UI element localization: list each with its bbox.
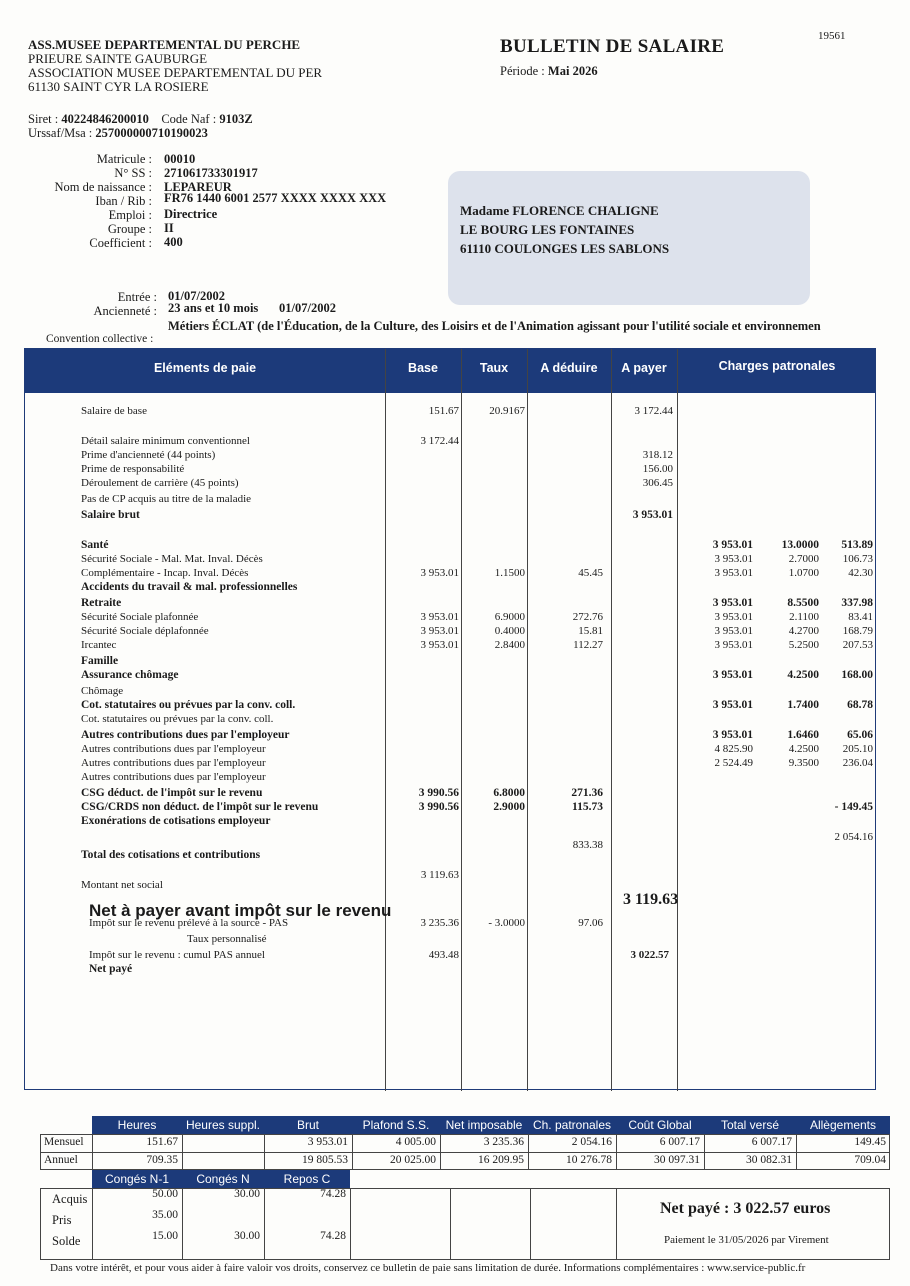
table-row xyxy=(25,815,877,829)
summary-cell: 709.35 xyxy=(146,1154,178,1166)
row-charges-taux: 9.3500 xyxy=(788,757,819,769)
iban-value: FR76 1440 6001 2577 XXXX XXXX XXX xyxy=(164,191,387,205)
siret-value: 40224846200010 xyxy=(61,112,149,126)
row-payer: 3 172.44 xyxy=(634,405,673,417)
table-row xyxy=(25,849,877,863)
period xyxy=(500,64,598,79)
table-row xyxy=(25,757,877,771)
summary-header: Allègements xyxy=(809,1118,877,1132)
anciennete-label: Ancienneté : xyxy=(93,304,157,318)
employer-line2: PRIEURE SAINTE GAUBURGE xyxy=(28,51,208,66)
table-row xyxy=(25,771,877,785)
row-charges-base: 2 524.49 xyxy=(714,757,753,769)
summary-header: Brut xyxy=(296,1118,319,1132)
conges-row-label: Pris xyxy=(52,1213,72,1227)
table-row xyxy=(25,597,877,611)
urssaf-value: 257000000710190023 xyxy=(95,126,208,140)
row-label: Salaire brut xyxy=(81,509,140,521)
summary-cell: 149.45 xyxy=(854,1136,886,1148)
table-row xyxy=(25,611,877,625)
emploi-label: Emploi : xyxy=(108,208,152,222)
conges-cell: 50.00 xyxy=(152,1188,178,1200)
row-charges-taux: 8.5500 xyxy=(787,597,819,609)
col-deduire-header: A déduire xyxy=(540,361,598,375)
groupe-label: Groupe : xyxy=(107,222,152,236)
row-base: 3 990.56 xyxy=(418,787,459,799)
groupe-value: II xyxy=(164,221,174,235)
table-row xyxy=(25,509,877,523)
table-row xyxy=(25,553,877,567)
row-charges-montant: 168.79 xyxy=(842,625,873,637)
table-row xyxy=(25,625,877,639)
row-label: Taux personnalisé xyxy=(187,933,267,945)
row-label: Retraite xyxy=(81,597,122,609)
recipient-line2: LE BOURG LES FONTAINES xyxy=(460,222,635,237)
row-base: 3 953.01 xyxy=(420,611,459,623)
summary-cell: 10 276.78 xyxy=(566,1154,612,1166)
row-label: Cot. statutaires ou prévues par la conv. coll. xyxy=(81,699,296,711)
row-charges-base: 3 953.01 xyxy=(712,597,753,609)
pas-row xyxy=(25,949,877,963)
emploi-value: Directrice xyxy=(164,207,218,221)
row-charges-taux: 4.2500 xyxy=(787,669,819,681)
table-row xyxy=(25,405,877,419)
iban-label: Iban / Rib : xyxy=(95,194,152,208)
row-charges-base: 3 953.01 xyxy=(712,539,753,551)
urssaf-line xyxy=(28,126,253,140)
table-row xyxy=(25,743,877,757)
net-paye-final: Net payé : 3 022.57 euros xyxy=(660,1200,831,1217)
row-label: Prime de responsabilité xyxy=(81,463,185,475)
convention-label: Convention collective : xyxy=(46,333,154,345)
row-label: Total des cotisations et contributions xyxy=(81,849,261,861)
row-charges-base: 3 953.01 xyxy=(714,553,753,565)
row-charges-base: 3 953.01 xyxy=(712,699,753,711)
conges-cell: 30.00 xyxy=(234,1188,260,1200)
row-payer: 306.45 xyxy=(642,477,673,489)
birthname-value: LEPAREUR xyxy=(164,180,232,194)
row-taux: 0.4000 xyxy=(494,625,525,637)
summary-cell: 30 082.31 xyxy=(746,1154,792,1166)
row-charges-taux: 1.7400 xyxy=(787,699,819,711)
row-label: Pas de CP acquis au titre de la maladie xyxy=(81,493,252,505)
row-label: Déroulement de carrière (45 points) xyxy=(81,477,239,489)
row-label: Santé xyxy=(81,539,109,551)
table-row xyxy=(25,669,877,683)
naf-label: Code Naf : xyxy=(161,112,217,126)
recipient-line3: 61110 COULONGES LES SABLONS xyxy=(460,241,670,256)
row-charges-montant: 42.30 xyxy=(848,567,873,579)
row-charges-montant: 513.89 xyxy=(841,539,873,551)
convention-value: Métiers ÉCLAT (de l'Éducation, de la Culture, des Loisirs et de l'Animation agissant pour l'utilité sociale et environnemen xyxy=(168,319,821,333)
pas-row xyxy=(25,917,877,931)
row-deduire: 45.45 xyxy=(578,567,603,579)
conges-col-divider xyxy=(350,1188,351,1260)
net-before-tax-label: Net à payer avant impôt sur le revenu xyxy=(89,901,392,920)
row-taux: 2.9000 xyxy=(493,801,525,813)
row-label: CSG/CRDS non déduct. de l'impôt sur le revenu xyxy=(81,801,319,813)
conges-cell: 15.00 xyxy=(152,1230,178,1242)
conges-col-divider xyxy=(182,1188,183,1260)
table-row xyxy=(25,493,877,507)
row-taux: 6.9000 xyxy=(494,611,525,623)
period-label: Période : xyxy=(500,64,545,78)
conges-col-divider xyxy=(450,1188,451,1260)
summary-header: Net imposable xyxy=(445,1118,523,1132)
row-label: Ircantec xyxy=(81,639,117,651)
pas-row xyxy=(25,963,877,977)
row-base: 493.48 xyxy=(428,949,459,961)
anciennete-date: 01/07/2002 xyxy=(279,301,336,315)
row-charges-montant: 83.41 xyxy=(848,611,873,623)
row-label: Cot. statutaires ou prévues par la conv. coll. xyxy=(81,713,274,725)
page-title: BULLETIN DE SALAIRE xyxy=(500,36,725,57)
ss-value: 271061733301917 xyxy=(164,166,258,180)
row-taux: 1.1500 xyxy=(494,567,525,579)
row-deduire: 271.36 xyxy=(571,787,603,799)
row-base: 3 953.01 xyxy=(420,639,459,651)
summary-cell: 709.04 xyxy=(854,1154,886,1166)
net-before-tax-value: 3 119.63 xyxy=(623,891,679,908)
row-base: 3 235.36 xyxy=(420,917,459,929)
table-row xyxy=(25,787,877,801)
summary-cell: 6 007.17 xyxy=(751,1136,792,1148)
row-charges-taux: 5.2500 xyxy=(788,639,819,651)
row-label: Accidents du travail & mal. professionnelles xyxy=(81,581,298,593)
row-deduire: 15.81 xyxy=(578,625,603,637)
conges-header: Congés N-1 xyxy=(104,1172,170,1186)
employer-block xyxy=(28,38,322,94)
row-base: 3 172.44 xyxy=(420,435,459,447)
row-label: Autres contributions dues par l'employeur xyxy=(81,729,290,741)
table-row xyxy=(25,655,877,669)
employer-ids xyxy=(28,112,253,140)
row-charges-montant: 337.98 xyxy=(841,597,873,609)
table-row xyxy=(25,581,877,595)
row-charges-taux: 1.6460 xyxy=(787,729,819,741)
matricule-label: Matricule : xyxy=(96,152,152,166)
row-charges-montant: 106.73 xyxy=(842,553,873,565)
employer-line3: ASSOCIATION MUSEE DEPARTEMENTAL DU PER xyxy=(28,65,323,80)
row-charges-montant: 236.04 xyxy=(842,757,873,769)
row-charges-montant: 207.53 xyxy=(842,639,873,651)
conges-col-divider xyxy=(264,1188,265,1260)
table-row xyxy=(25,685,877,699)
row-charges-taux: 1.0700 xyxy=(788,567,819,579)
row-deduire: 272.76 xyxy=(572,611,603,623)
anciennete-value: 23 ans et 10 mois xyxy=(168,301,259,315)
row-charges-taux: 4.2700 xyxy=(788,625,819,637)
row-label: Complémentaire - Incap. Inval. Décès xyxy=(81,567,249,579)
summary-row-label: Mensuel xyxy=(44,1136,84,1148)
table-row xyxy=(25,539,877,553)
row-charges-base: 3 953.01 xyxy=(714,611,753,623)
table-row xyxy=(25,801,877,815)
row-payer: 3 953.01 xyxy=(632,509,673,521)
row-label: Salaire de base xyxy=(81,405,147,417)
col-base-header: Base xyxy=(408,361,438,375)
row-taux: 20.9167 xyxy=(489,405,525,417)
row-label: Sécurité Sociale - Mal. Mat. Inval. Décès xyxy=(81,553,263,565)
row-label: Autres contributions dues par l'employeur xyxy=(81,743,266,755)
row-deduire: 115.73 xyxy=(572,801,603,813)
siret-label: Siret : xyxy=(28,112,59,126)
table-header xyxy=(25,349,875,393)
row-taux: 6.8000 xyxy=(493,787,525,799)
table-row xyxy=(25,449,877,463)
row-label: Chômage xyxy=(81,685,124,697)
row-label: CSG déduct. de l'impôt sur le revenu xyxy=(81,787,263,799)
table-row xyxy=(25,639,877,653)
birthname-label: Nom de naissance : xyxy=(54,180,152,194)
row-label: Net payé xyxy=(89,963,133,975)
row-taux: - 3.0000 xyxy=(488,917,525,929)
coef-value: 400 xyxy=(164,235,183,249)
conges-row-label: Acquis xyxy=(52,1192,88,1206)
row-charges-taux: 4.2500 xyxy=(788,743,819,755)
summary-header: Heures xyxy=(117,1118,157,1132)
recipient-line1: Madame FLORENCE CHALIGNE xyxy=(460,203,659,218)
recipient-address xyxy=(448,171,810,305)
row-charges-montant: 168.00 xyxy=(841,669,873,681)
row-charges-taux: 2.7000 xyxy=(788,553,819,565)
row-label: Assurance chômage xyxy=(81,669,179,681)
row-payer: 156.00 xyxy=(642,463,673,475)
summary-cell: 16 209.95 xyxy=(478,1154,524,1166)
row-payer: 318.12 xyxy=(642,449,673,461)
row-base: 3 953.01 xyxy=(420,625,459,637)
col-charges-header: Charges patronales xyxy=(718,359,836,373)
col-payer-header: A payer xyxy=(621,361,667,375)
naf-value: 9103Z xyxy=(219,112,253,126)
conges-col-divider xyxy=(616,1188,617,1260)
row-charges-montant: 65.06 xyxy=(847,729,873,741)
table-row xyxy=(25,463,877,477)
conges-col-divider xyxy=(92,1188,93,1260)
row-label: Sécurité Sociale déplafonnée xyxy=(81,625,209,637)
conges-cell: 30.00 xyxy=(234,1230,260,1242)
disclaimer: Dans votre intérêt, et pour vous aider à faire valoir vos droits, conservez ce bulletin de paie sans limitation de durée. Informations complémentaires : www.service-public.fr xyxy=(50,1262,806,1274)
row-charges-base: 3 953.01 xyxy=(712,669,753,681)
row-charges-base: 3 953.01 xyxy=(714,567,753,579)
row-label: Impôt sur le revenu : cumul PAS annuel xyxy=(89,949,265,961)
summary-cell: 6 007.17 xyxy=(659,1136,700,1148)
table-row xyxy=(25,729,877,743)
conges-cell: 74.28 xyxy=(320,1188,346,1200)
row-deduire: 112.27 xyxy=(573,639,603,651)
summary-cell: 3 953.01 xyxy=(307,1136,348,1148)
row-label: Montant net social xyxy=(81,879,163,891)
col-taux-header: Taux xyxy=(479,361,509,375)
table-row xyxy=(25,435,877,449)
col-elements-header: Eléments de paie xyxy=(153,361,257,375)
table-row xyxy=(25,699,877,713)
row-payer: 3 022.57 xyxy=(630,949,669,961)
row-taux: 2.8400 xyxy=(494,639,525,651)
row-label: Autres contributions dues par l'employeur xyxy=(81,771,266,783)
summary-cell: 30 097.31 xyxy=(654,1154,700,1166)
entree-value: 01/07/2002 xyxy=(168,289,225,303)
summary-row-divider xyxy=(40,1152,890,1153)
conges-col-divider xyxy=(530,1188,531,1260)
matricule-value: 00010 xyxy=(164,152,196,166)
conges-cell: 74.28 xyxy=(320,1230,346,1242)
payment-note: Paiement le 31/05/2026 par Virement xyxy=(664,1234,829,1246)
row-base: 3 119.63 xyxy=(420,869,459,881)
summary-cell: 4 005.00 xyxy=(395,1136,436,1148)
summary-header: Coût Global xyxy=(628,1118,692,1132)
table-row xyxy=(25,567,877,581)
row-charges-montant: 2 054.16 xyxy=(834,831,873,843)
entree-label: Entrée : xyxy=(117,290,157,304)
summary-cell: 20 025.00 xyxy=(390,1154,436,1166)
summary-header: Heures suppl. xyxy=(185,1118,261,1132)
employer-name: ASS.MUSEE DEPARTEMENTAL DU PERCHE xyxy=(28,37,301,52)
row-label: Exonérations de cotisations employeur xyxy=(81,815,271,827)
conges-row-label: Solde xyxy=(52,1234,81,1248)
row-base: 3 990.56 xyxy=(418,801,459,813)
row-deduire: 833.38 xyxy=(572,839,603,851)
row-label: Prime d'ancienneté (44 points) xyxy=(81,449,216,461)
pas-row xyxy=(25,933,877,947)
urssaf-label: Urssaf/Msa : xyxy=(28,126,93,140)
row-deduire: 97.06 xyxy=(578,917,603,929)
row-charges-montant: - 149.45 xyxy=(834,801,873,813)
row-charges-taux: 2.1100 xyxy=(789,611,819,623)
summary-cell: 2 054.16 xyxy=(571,1136,612,1148)
payslip-table xyxy=(24,348,876,1090)
row-charges-taux: 13.0000 xyxy=(781,539,819,551)
summary-row-label: Annuel xyxy=(44,1154,78,1166)
employer-line4: 61130 SAINT CYR LA ROSIERE xyxy=(28,79,209,94)
conges-header: Congés N xyxy=(196,1172,250,1186)
row-label: Autres contributions dues par l'employeur xyxy=(81,757,266,769)
row-charges-base: 3 953.01 xyxy=(712,729,753,741)
row-label: Impôt sur le revenu prélevé à la source - PAS xyxy=(89,917,289,929)
row-base: 151.67 xyxy=(428,405,459,417)
table-row xyxy=(25,477,877,491)
summary-header: Plafond S.S. xyxy=(362,1118,430,1132)
ss-label: N° SS : xyxy=(114,166,152,180)
row-charges-base: 3 953.01 xyxy=(714,625,753,637)
coef-label: Coefficient : xyxy=(89,236,152,250)
period-value: Mai 2026 xyxy=(547,64,598,78)
table-row xyxy=(25,713,877,727)
row-base: 3 953.01 xyxy=(420,567,459,579)
document-number: 19561 xyxy=(818,30,846,42)
summary-cell: 151.67 xyxy=(146,1136,178,1148)
row-label: Famille xyxy=(81,655,119,667)
row-charges-montant: 68.78 xyxy=(847,699,873,711)
summary-cell: 19 805.53 xyxy=(302,1154,348,1166)
table-row xyxy=(25,879,877,893)
summary-header: Ch. patronales xyxy=(532,1118,612,1132)
row-label: Détail salaire minimum conventionnel xyxy=(81,435,250,447)
conges-header: Repos C xyxy=(283,1172,331,1186)
summary-header: Total versé xyxy=(720,1118,780,1132)
summary-cell: 3 235.36 xyxy=(483,1136,524,1148)
row-label: Sécurité Sociale plafonnée xyxy=(81,611,199,623)
row-charges-base: 3 953.01 xyxy=(714,639,753,651)
conges-cell: 35.00 xyxy=(152,1209,178,1221)
row-charges-base: 4 825.90 xyxy=(714,743,753,755)
row-charges-montant: 205.10 xyxy=(842,743,873,755)
siret-line xyxy=(28,112,253,126)
